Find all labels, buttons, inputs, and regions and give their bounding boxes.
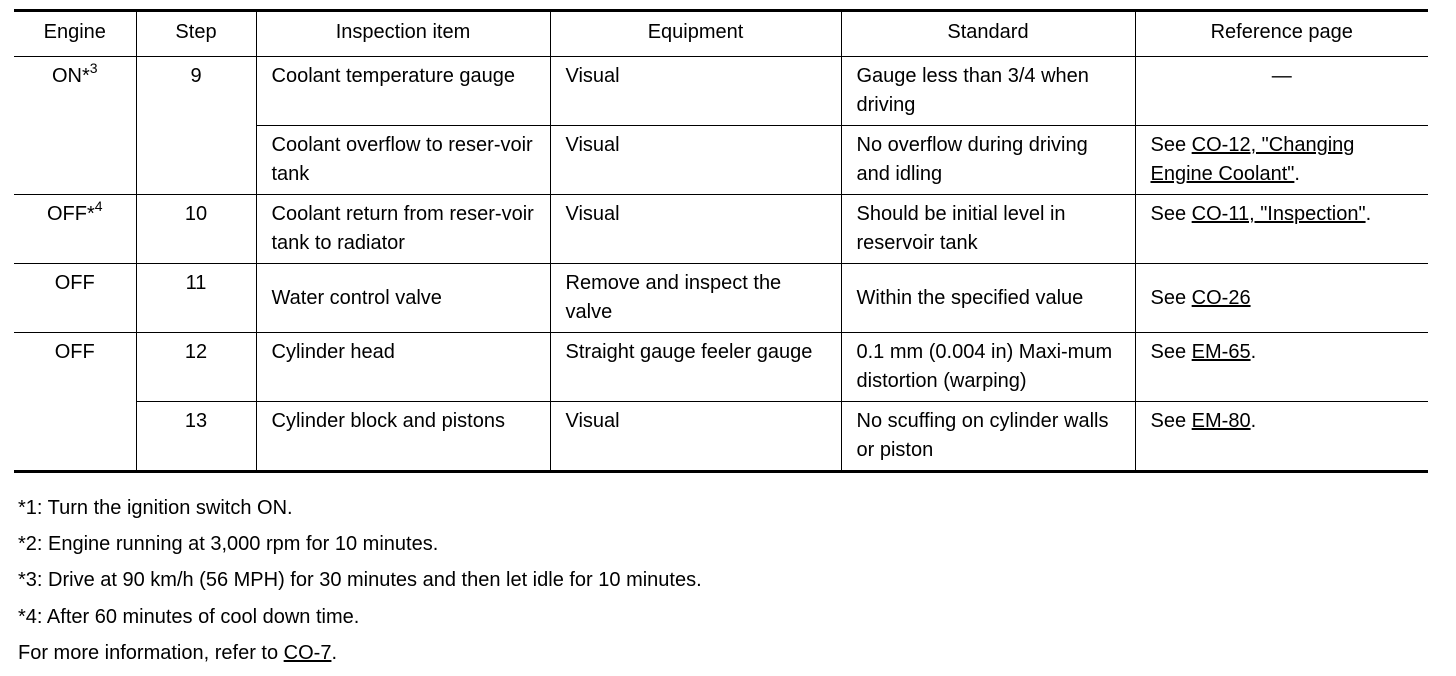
equipment-cell: Visual bbox=[550, 402, 841, 472]
reference-link-co-12[interactable]: CO-12, "Changing Engine Coolant" bbox=[1150, 134, 1355, 185]
reference-link-co-11[interactable]: CO-11, "Inspection" bbox=[1191, 203, 1366, 225]
reference-prefix: See bbox=[1150, 341, 1192, 363]
more-info-link-co-7[interactable]: CO-7 bbox=[283, 641, 332, 664]
reference-link-em-80[interactable]: EM-80 bbox=[1191, 410, 1251, 432]
reference-cell: — bbox=[1135, 57, 1428, 126]
reference-prefix: See bbox=[1150, 410, 1192, 432]
step-cell: 11 bbox=[136, 264, 256, 333]
reference-cell bbox=[1135, 264, 1428, 333]
header-engine: Engine bbox=[14, 11, 136, 57]
footnotes bbox=[18, 490, 1418, 671]
engine-state: OFF bbox=[54, 272, 95, 294]
step-cell: 9 bbox=[136, 57, 256, 195]
equipment-cell: Visual bbox=[550, 57, 841, 126]
more-information bbox=[18, 635, 1418, 671]
equipment-cell: Remove and inspect the valve bbox=[550, 264, 841, 333]
reference-prefix: See bbox=[1150, 286, 1192, 309]
reference-link-co-26[interactable]: CO-26 bbox=[1191, 286, 1251, 309]
header-reference-page: Reference page bbox=[1135, 11, 1428, 57]
reference-cell bbox=[1135, 126, 1428, 195]
step-cell: 10 bbox=[136, 195, 256, 264]
table-row bbox=[14, 264, 1428, 333]
table-row bbox=[14, 57, 1428, 126]
engine-state: ON* bbox=[51, 65, 90, 87]
header-inspection-item: Inspection item bbox=[256, 11, 550, 57]
standard-cell: No scuffing on cylinder walls or piston bbox=[841, 402, 1135, 472]
header-standard: Standard bbox=[841, 11, 1135, 57]
table-row bbox=[14, 333, 1428, 402]
equipment-cell: Straight gauge feeler gauge bbox=[550, 333, 841, 402]
inspection-table-wrapper bbox=[14, 9, 1428, 473]
reference-cell bbox=[1135, 402, 1428, 472]
header-equipment: Equipment bbox=[550, 11, 841, 57]
more-info-suffix: . bbox=[331, 641, 338, 664]
engine-cell bbox=[14, 264, 136, 333]
footnote-ref: 3 bbox=[89, 60, 98, 77]
engine-cell bbox=[14, 195, 136, 264]
step-cell: 13 bbox=[136, 402, 256, 472]
footnote-3: *3: Drive at 90 km/h (56 MPH) for 30 minutes and then let idle for 10 minutes. bbox=[18, 569, 702, 592]
inspection-item-cell: Coolant return from reser-voir tank to radiator bbox=[256, 195, 550, 264]
inspection-item-cell: Coolant temperature gauge bbox=[256, 57, 550, 126]
engine-state: OFF bbox=[54, 341, 95, 363]
engine-cell bbox=[14, 333, 136, 472]
footnote-1: *1: Turn the ignition switch ON. bbox=[18, 497, 293, 519]
engine-cell bbox=[14, 57, 136, 195]
engine-state: OFF* bbox=[46, 203, 95, 225]
footnote-2: *2: Engine running at 3,000 rpm for 10 minutes. bbox=[18, 533, 439, 556]
inspection-item-cell: Cylinder block and pistons bbox=[256, 402, 550, 472]
inspection-item-cell: Cylinder head bbox=[256, 333, 550, 402]
standard-cell: 0.1 mm (0.004 in) Maxi-mum distortion (warping) bbox=[841, 333, 1135, 402]
reference-suffix: . bbox=[1294, 163, 1300, 185]
reference-prefix: See bbox=[1150, 203, 1192, 225]
table-row bbox=[14, 195, 1428, 264]
more-info-prefix: For more information, refer to bbox=[18, 641, 284, 664]
reference-prefix: See bbox=[1150, 134, 1192, 156]
inspection-item-cell: Coolant overflow to reser-voir tank bbox=[256, 126, 550, 195]
table-row bbox=[14, 402, 1428, 472]
reference-cell bbox=[1135, 195, 1428, 264]
inspection-table bbox=[14, 9, 1428, 473]
standard-cell: No overflow during driving and idling bbox=[841, 126, 1135, 195]
equipment-cell: Visual bbox=[550, 195, 841, 264]
reference-suffix: . bbox=[1250, 410, 1257, 432]
reference-cell bbox=[1135, 333, 1428, 402]
header-step: Step bbox=[136, 11, 256, 57]
standard-cell: Within the specified value bbox=[841, 264, 1135, 333]
inspection-item-cell: Water control valve bbox=[256, 264, 550, 333]
table-header-row bbox=[14, 11, 1428, 57]
equipment-cell: Visual bbox=[550, 126, 841, 195]
standard-cell: Gauge less than 3/4 when driving bbox=[841, 57, 1135, 126]
standard-cell: Should be initial level in reservoir tank bbox=[841, 195, 1135, 264]
step-cell: 12 bbox=[136, 333, 256, 402]
footnote-4: *4: After 60 minutes of cool down time. bbox=[18, 605, 360, 628]
footnote-ref: 4 bbox=[94, 198, 103, 215]
reference-suffix: . bbox=[1250, 341, 1257, 363]
reference-link-em-65[interactable]: EM-65 bbox=[1191, 341, 1251, 363]
reference-suffix: . bbox=[1365, 203, 1372, 225]
